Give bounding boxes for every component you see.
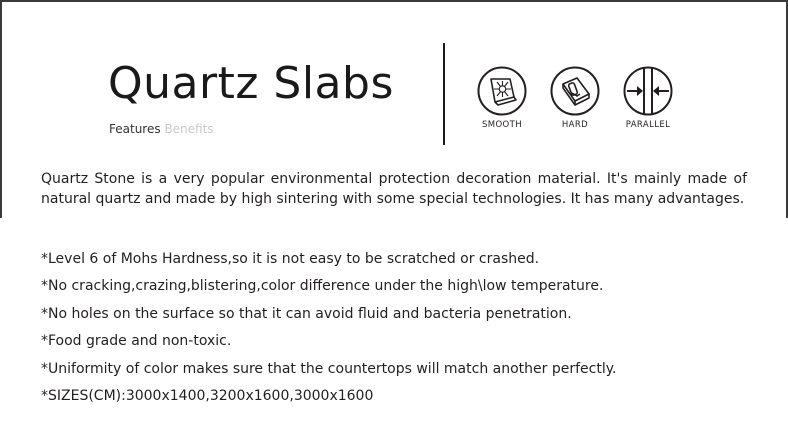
list-item: *Uniformity of color makes sure that the countertops will match another perfectly.: [41, 360, 617, 377]
subtitle: [109, 122, 214, 136]
subtitle-benefits: Benefits: [164, 122, 214, 136]
feature-label-smooth: SMOOTH: [481, 120, 523, 130]
list-item: *SIZES(CM):3000x1400,3200x1600,3000x1600: [41, 387, 374, 404]
feature-smooth: [464, 66, 540, 130]
page-title: Quartz Slabs: [108, 58, 394, 109]
frame-top-border: [0, 0, 788, 2]
feature-label-hard: HARD: [561, 120, 589, 130]
hard-icon: [550, 66, 600, 116]
feature-parallel: [610, 66, 686, 130]
list-item: *Food grade and non-toxic.: [41, 333, 232, 350]
subtitle-features: Features: [109, 122, 161, 136]
list-item: *Level 6 of Mohs Hardness,so it is not easy to be scratched or crashed.: [41, 251, 540, 267]
advantages-list: [41, 249, 761, 413]
frame-left-border: [0, 0, 2, 218]
feature-label-parallel: PARALLEL: [625, 120, 671, 130]
list-item: *No cracking,crazing,blistering,color difference under the high\low temperature.: [41, 278, 604, 295]
feature-hard: [537, 66, 613, 130]
intro-paragraph: Quartz Stone is a very popular environmental protection decoration material. It's mainly made of natural quartz and made by high sintering with some special technologies. It has many advantages.: [41, 171, 747, 207]
parallel-icon: [623, 66, 673, 116]
list-item: *No holes on the surface so that it can avoid fluid and bacteria penetration.: [41, 305, 572, 322]
header-divider: [443, 43, 445, 145]
smooth-icon: [477, 66, 527, 116]
